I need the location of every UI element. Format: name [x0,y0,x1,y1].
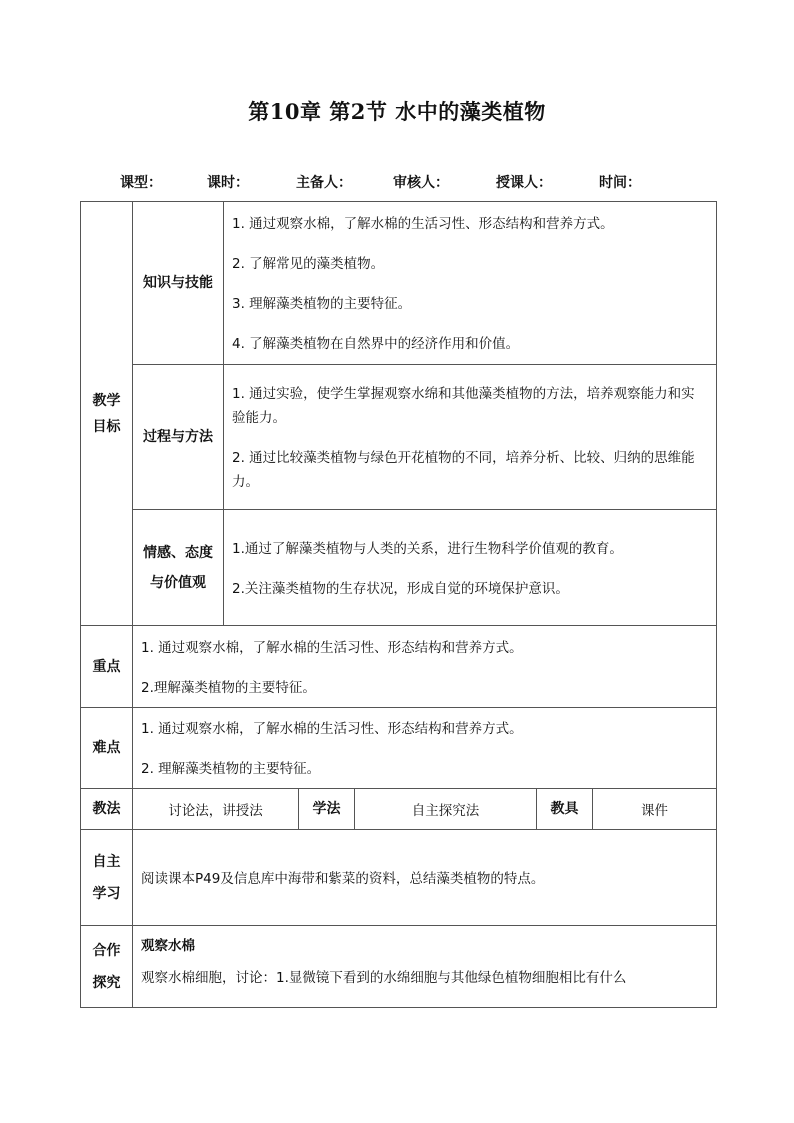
key-item: 1. 通过观察水棉，了解水棉的生活习性、形态结构和营养方式。 [141,639,523,656]
difficult-item: 2. 理解藻类植物的主要特征。 [141,761,321,777]
time-label: 时间： [599,175,641,191]
process-content-cell [224,365,717,510]
emotion-label: 情感、态度与价值观 [143,544,213,591]
preparer-label: 主备人： [296,175,352,191]
learning-method-label: 学法 [312,801,341,817]
difficult-points-row [81,708,717,789]
teaching-method-label: 教法 [92,801,121,817]
knowledge-item: 3. 理解藻类植物的主要特征。 [232,296,412,312]
lesson-meta-row [0,172,794,194]
difficult-label: 难点 [92,740,121,756]
self-study-label: 自主学习 [92,853,121,902]
self-study-content-cell [133,830,717,926]
knowledge-content-cell [224,202,717,365]
lesson-type-label: 课型： [120,175,162,191]
key-header-cell [81,626,133,708]
goals-knowledge-row [81,202,717,365]
goals-label: 教学目标 [92,392,121,435]
reviewer-label: 审核人： [393,175,449,191]
knowledge-item: 1. 通过观察水棉，了解水棉的生活习性、形态结构和营养方式。 [232,216,614,232]
teacher-label: 授课人： [496,175,552,191]
difficult-content-cell [133,708,717,789]
teaching-method-cell [133,789,299,830]
aids-label: 教具 [550,801,579,817]
knowledge-label: 知识与技能 [143,275,213,291]
coop-content-cell [133,926,717,1008]
coop-header-cell [81,926,133,1008]
coop-label: 合作探究 [92,942,121,991]
learning-method-header-cell [299,789,355,830]
learning-method-cell [355,789,537,830]
process-item: 1. 通过实验，使学生掌握观察水绵和其他藻类植物的方法，培养观察能力和实验能力。 [232,386,695,426]
lesson-hours-label: 课时： [207,175,249,191]
knowledge-header-cell [133,202,224,365]
aids-header-cell [537,789,593,830]
key-item: 2.理解藻类植物的主要特征。 [141,679,316,696]
aids-value: 课件 [641,803,668,819]
key-content-cell [133,626,717,708]
teaching-method-header-cell [81,789,133,830]
emotion-item: 2.关注藻类植物的生存状况，形成自觉的环境保护意识。 [232,580,569,597]
goals-emotion-row [81,510,717,626]
coop-text: 观察水棉细胞，讨论：1.显微镜下看到的水绵细胞与其他绿色植物细胞相比有什么 [141,970,627,986]
self-study-header-cell [81,830,133,926]
emotion-header-cell [133,510,224,626]
key-label: 重点 [92,658,121,675]
emotion-content-cell [224,510,717,626]
lesson-plan-table [80,201,717,1008]
learning-method-value: 自主探究法 [411,803,480,819]
coop-heading: 观察水棉 [141,938,195,954]
cooperation-row [81,926,717,1008]
page-title: 第10章 第2节 水中的藻类植物 [248,99,546,124]
knowledge-item: 2. 了解常见的藻类植物。 [232,256,385,272]
self-study-text: 阅读课本P49及信息库中海带和紫菜的资料，总结藻类植物的特点。 [141,870,545,887]
methods-row [81,789,717,830]
process-header-cell [133,365,224,510]
process-item: 2. 通过比较藻类植物与绿色开花植物的不同，培养分析、比较、归纳的思维能力。 [232,450,695,490]
teaching-method-value: 讨论法，讲授法 [168,803,263,819]
knowledge-item: 4. 了解藻类植物在自然界中的经济作用和价值。 [232,336,520,352]
goals-header-cell [81,202,133,626]
self-study-row [81,830,717,926]
difficult-header-cell [81,708,133,789]
aids-cell [593,789,717,830]
key-points-row [81,626,717,708]
difficult-item: 1. 通过观察水棉，了解水棉的生活习性、形态结构和营养方式。 [141,721,523,737]
goals-process-row [81,365,717,510]
emotion-item: 1.通过了解藻类植物与人类的关系，进行生物科学价值观的教育。 [232,540,623,557]
process-label: 过程与方法 [143,429,213,445]
